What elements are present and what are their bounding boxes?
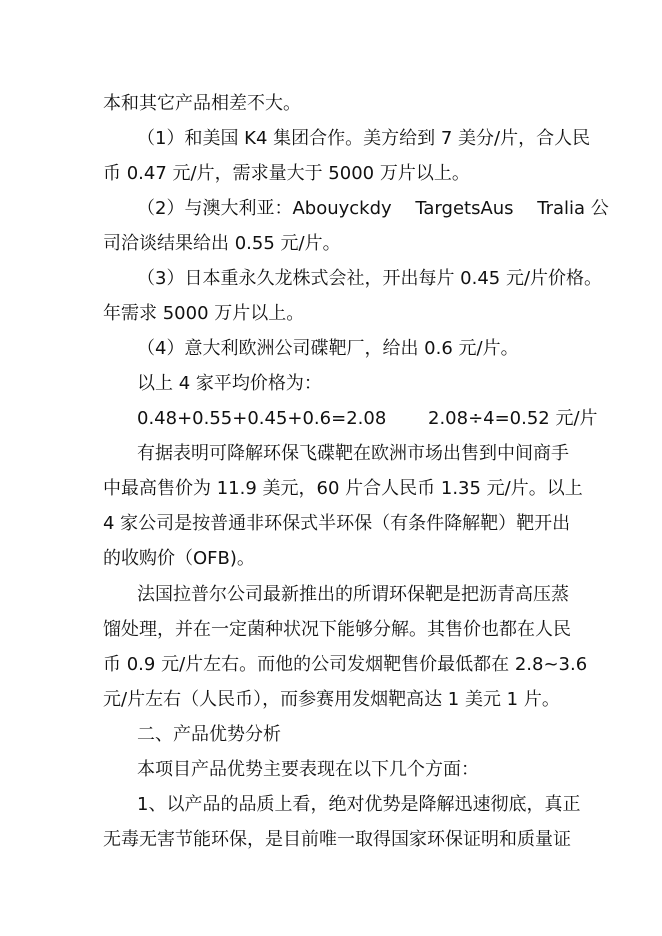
text-line: 司洽谈结果给出 0.55 元/片。 <box>103 233 341 254</box>
text-line: 以上 4 家平均价格为： <box>137 373 322 394</box>
text-line: （4）意大利欧洲公司碟靶厂，给出 0.6 元/片。 <box>137 338 519 359</box>
text-line: 币 0.47 元/片，需求量大于 5000 万片以上。 <box>103 163 470 184</box>
text-line: 的收购价（OFB)。 <box>103 548 255 569</box>
text-line: 法国拉普尔公司最新推出的所谓环保靶是把沥青高压蒸 <box>137 584 569 605</box>
text-line: （2）与澳大利亚：Abouyckdy TargetsAus Tralia 公 <box>137 198 609 219</box>
text-line: （3）日本重永久龙株式会社，开出每片 0.45 元/片价格。 <box>137 268 603 289</box>
text-line: 元/片左右（人民币），而参赛用发烟靶高达 1 美元 1 片。 <box>103 689 560 710</box>
text-line: 中最高售价为 11.9 美元，60 片合人民币 1.35 元/片。以上 <box>103 478 583 499</box>
section-heading: 二、产品优势分析 <box>137 724 281 745</box>
text-line: 0.48+0.55+0.45+0.6=2.08 2.08÷4=0.52 元/片 <box>137 408 598 429</box>
text-line: （1）和美国 K4 集团合作。美方给到 7 美分/片，合人民 <box>137 128 591 149</box>
text-line: 有据表明可降解环保飞碟靶在欧洲市场出售到中间商手 <box>137 443 569 464</box>
text-line: 币 0.9 元/片左右。而他的公司发烟靶售价最低都在 2.8~3.6 <box>103 654 588 675</box>
text-line: 1、以产品的品质上看，绝对优势是降解迅速彻底，真正 <box>137 794 581 815</box>
text-line: 馏处理，并在一定菌种状况下能够分解。其售价也都在人民 <box>103 619 571 640</box>
text-line: 本和其它产品相差不大。 <box>103 93 301 114</box>
text-line: 年需求 5000 万片以上。 <box>103 303 305 324</box>
text-line: 4 家公司是按普通非环保式半环保（有条件降解靶）靶开出 <box>103 513 571 534</box>
text-line: 本项目产品优势主要表现在以下几个方面： <box>137 759 479 780</box>
text-line: 无毒无害节能环保，是目前唯一取得国家环保证明和质量证 <box>103 829 571 850</box>
